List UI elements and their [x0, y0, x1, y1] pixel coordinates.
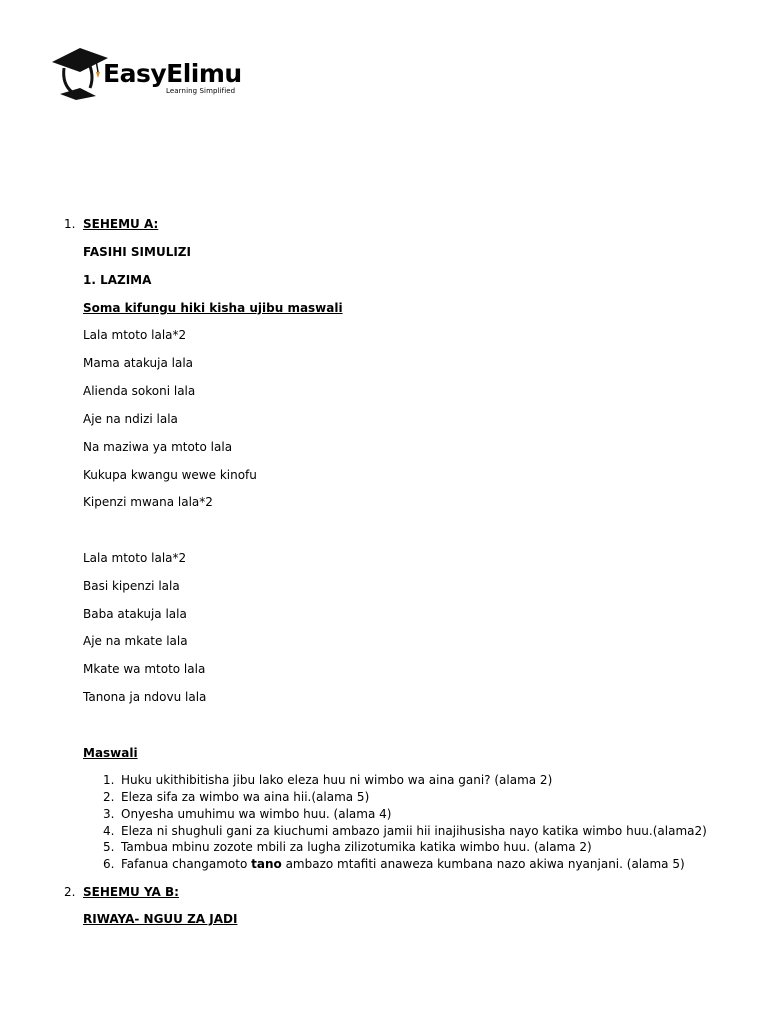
question-item: 5. Tambua mbinu zozote mbili za lugha zilizotumika katika wimbo huu. (alama 2)	[103, 840, 592, 854]
poem-line: Lala mtoto lala*2	[83, 551, 187, 565]
section-a-number: 1.	[64, 217, 76, 231]
instruction-text: Soma kifungu hiki kisha ujibu maswali	[83, 301, 343, 315]
poem-line: Lala mtoto lala*2	[83, 328, 187, 342]
section-a-heading: SEHEMU A:	[83, 217, 159, 231]
question-item: 4. Eleza ni shughuli gani za kiuchumi ambazo jamii hii inajihusisha nayo katika wimbo huu.(alama2)	[103, 824, 707, 838]
section-b-number: 2.	[64, 885, 76, 899]
logo-wordmark: EasyElimu	[103, 59, 242, 88]
section-b-subheading: RIWAYA- NGUU ZA JADI	[83, 912, 238, 926]
question-item: 6. Fafanua changamoto tano ambazo mtafiti anaweza kumbana nazo akiwa nyanjani. (alama 5)	[103, 857, 685, 871]
question-item: 2. Eleza sifa za wimbo wa aina hii.(alama 5)	[103, 790, 370, 804]
poem-line: Basi kipenzi lala	[83, 579, 180, 593]
poem-line: Na maziwa ya mtoto lala	[83, 440, 233, 454]
logo-tagline: Learning Simplified	[166, 87, 236, 95]
poem-line: Kukupa kwangu wewe kinofu	[83, 468, 257, 482]
question-item: 3. Onyesha umuhimu wa wimbo huu. (alama 4)	[103, 807, 392, 821]
poem-line: Tanona ja ndovu lala	[83, 690, 207, 704]
section-b-heading: SEHEMU YA B:	[83, 885, 179, 899]
section-a-subheading: FASIHI SIMULIZI	[83, 245, 191, 259]
questions-heading: Maswali	[83, 746, 138, 760]
question-item: 1. Huku ukithibitisha jibu lako eleza huu ni wimbo wa aina gani? (alama 2)	[103, 773, 553, 787]
poem-line: Baba atakuja lala	[83, 607, 187, 621]
compulsory-label: 1. LAZIMA	[83, 273, 152, 287]
poem-line: Mkate wa mtoto lala	[83, 662, 206, 676]
poem-line: Alienda sokoni lala	[83, 384, 196, 398]
poem-line: Aje na mkate lala	[83, 634, 188, 648]
poem-line: Aje na ndizi lala	[83, 412, 178, 426]
poem-line: Kipenzi mwana lala*2	[83, 495, 213, 509]
poem-line: Mama atakuja lala	[83, 356, 194, 370]
